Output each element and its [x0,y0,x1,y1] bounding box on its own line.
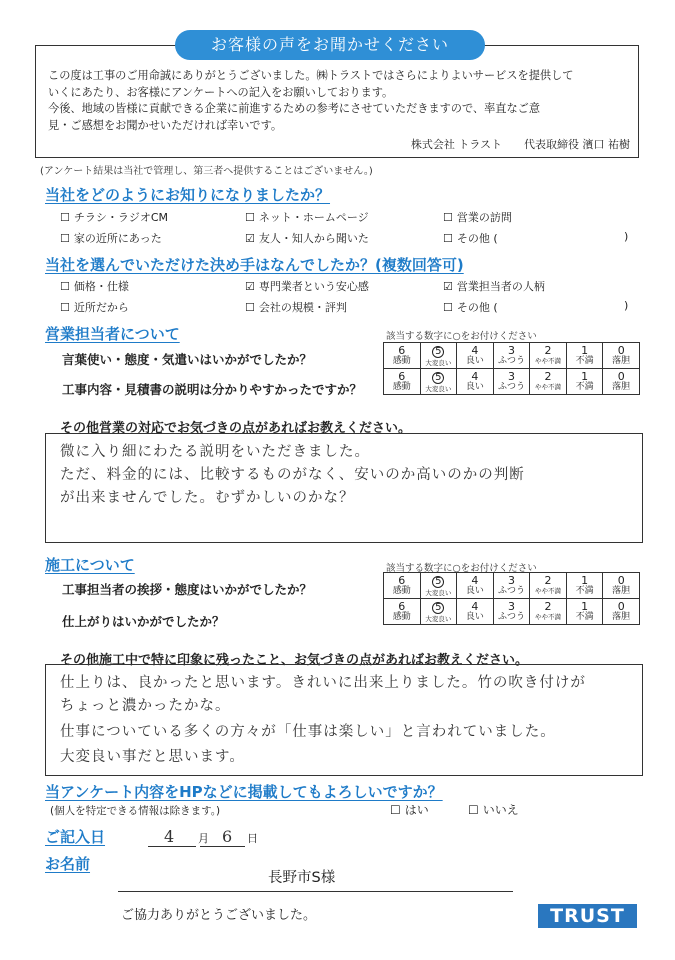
q1-option[interactable]: ☐ その他 ( [443,232,498,245]
rating-cell[interactable]: 1 不満 [566,599,603,625]
q2-option[interactable]: ☐ 近所だから [60,301,129,314]
checkbox-icon[interactable]: ☐ [245,301,255,314]
name-label: お名前 [45,855,91,873]
handwritten-line: 仕上りは、良かったと思います。きれいに出来上りました。竹の吹き付けが [60,675,586,691]
intro-line: 見・ご感想をお聞かせいただければ幸いです。 [48,118,283,132]
trust-logo: TRUST [538,904,637,928]
sales-section-title: 営業担当者について [45,325,180,343]
handwritten-line: ただ、料金的には、比較するものがなく、安いのか高いのかの判断 [60,467,525,483]
rating-row [384,343,640,369]
page-title: お客様の声をお聞かせください [175,30,485,60]
rating-cell[interactable]: 1 不満 [566,369,603,395]
rating-cell[interactable]: 3 ふつう [493,369,530,395]
rating-cell[interactable]: 5 大変良い [420,573,457,599]
rating-cell[interactable]: 4 良い [457,369,494,395]
rating-cell[interactable]: 3 ふつう [493,599,530,625]
date-day-value[interactable]: 6 [222,827,234,846]
construction-question: 工事担当者の挨拶・態度はいかがでしたか？ [62,582,313,597]
checkbox-icon[interactable]: ☐ [245,211,255,224]
publish-note: (個人を特定できる情報は除きます。) [50,805,221,817]
handwritten-line: が出来ませんでした。むずかしいのかな？ [60,490,355,506]
handwritten-line: 大変良い事だと思います。 [60,749,245,765]
rating-cell[interactable]: 6 感動 [384,343,421,369]
privacy-note: (アンケート結果は当社で管理し、第三者へ提供することはございません。) [40,166,373,177]
scale-hint: 該当する数字に○をお付けください [386,331,537,342]
rating-cell[interactable]: 2 やや不満 [530,369,567,395]
date-month-value[interactable]: 4 [164,827,176,846]
rating-cell[interactable]: 6 感動 [384,369,421,395]
rating-cell[interactable]: 0 落胆 [603,343,640,369]
rating-cell[interactable]: 3 ふつう [493,343,530,369]
q1-option[interactable]: ☐ チラシ・ラジオCM [60,211,169,224]
rating-cell[interactable]: 3 ふつう [493,573,530,599]
rating-selected-circle: 5 [432,372,444,384]
construction-comment-box[interactable] [45,664,643,776]
rating-cell[interactable]: 2 やや不満 [530,599,567,625]
rating-row [384,599,640,625]
sales-question: 工事内容・見積書の説明は分かりやすかったですか？ [62,382,363,397]
rating-selected-circle: 5 [432,346,444,358]
checkbox-icon[interactable]: ☐ [60,280,70,293]
rating-cell[interactable]: 5 大変良い [420,369,457,395]
checkbox-icon[interactable]: ☐ [443,232,453,245]
rating-table-construction [383,572,640,625]
rating-cell[interactable]: 4 良い [457,599,494,625]
intro-text [48,68,628,134]
publish-yes-option[interactable]: ☐ はい [390,803,429,817]
name-value[interactable]: 長野市S様 [268,870,336,886]
checkbox-icon[interactable]: ☐ [60,211,70,224]
handwritten-line: 仕事についている多くの方々が「仕事は楽しい」と言われていました。 [60,724,556,740]
sales-comment-box[interactable] [45,433,643,543]
rating-cell[interactable]: 1 不満 [566,573,603,599]
q1-option[interactable]: ☑ 友人・知人から聞いた [245,232,369,245]
q1-option[interactable]: ☐ 家の近所にあった [60,232,162,245]
rating-cell[interactable]: 0 落胆 [603,573,640,599]
rating-cell[interactable]: 2 やや不満 [530,343,567,369]
intro-line: この度は工事のご用命誠にありがとうございました。㈱トラストではさらによりよいサービスを提供して [48,69,574,82]
scale-hint: 該当する数字に○をお付けください [386,563,537,574]
date-label: ご記入日 [45,828,106,846]
q2-option[interactable]: ☐ 価格・仕様 [60,280,129,293]
company-signature: 株式会社 トラスト 代表取締役 濱口 祐樹 [410,138,630,151]
rating-cell[interactable]: 5 大変良い [420,343,457,369]
q2-option[interactable]: ☐ 会社の規模・評判 [245,301,347,314]
rating-cell[interactable]: 1 不満 [566,343,603,369]
checkbox-icon[interactable]: ☐ [60,301,70,314]
checked-checkbox-icon[interactable]: ☑ [443,280,453,293]
q2-option[interactable]: ☑ 専門業者という安心感 [245,280,369,293]
rating-cell[interactable]: 0 落胆 [603,369,640,395]
rating-cell[interactable]: 6 感動 [384,599,421,625]
rating-row [384,369,640,395]
sales-question: 言葉使い・態度・気遣いはいかがでしたか？ [62,352,313,367]
q1-option[interactable]: ☐ ネット・ホームページ [245,211,369,224]
q2-title: 当社を選んでいただけた決め手はなんでしたか？(複数回答可) [45,256,464,274]
construction-question: 仕上がりはいかがでしたか？ [62,614,225,629]
publish-no-option[interactable]: ☐ いいえ [468,803,519,817]
handwritten-line: 微に入り細にわたる説明をいただきました。 [60,444,370,460]
rating-selected-circle: 5 [432,576,444,588]
day-unit: 日 [247,832,258,845]
rating-row [384,573,640,599]
name-underline [118,891,513,892]
checkbox-icon[interactable]: ☐ [443,301,453,314]
checked-checkbox-icon[interactable]: ☑ [245,280,255,293]
thanks-text: ご協力ありがとうございました。 [121,908,317,923]
rating-table-sales [383,342,640,395]
q2-option[interactable]: ☑ 営業担当者の人柄 [443,280,545,293]
rating-cell[interactable]: 0 落胆 [603,599,640,625]
checkbox-icon[interactable]: ☐ [468,803,479,817]
checkbox-icon[interactable]: ☐ [443,211,453,224]
rating-selected-circle: 5 [432,602,444,614]
q1-title: 当社をどのようにお知りになりましたか？ [45,186,331,204]
close-paren: ) [624,299,629,312]
intro-line: いくにあたり、お客様にアンケートへの記入をお願いしております。 [48,85,394,99]
rating-cell[interactable]: 5 大変良い [420,599,457,625]
q2-option[interactable]: ☐ その他 ( [443,301,498,314]
checkbox-icon[interactable]: ☐ [390,803,401,817]
rating-cell[interactable]: 4 良い [457,343,494,369]
rating-cell[interactable]: 4 良い [457,573,494,599]
q1-option[interactable]: ☐ 営業の訪問 [443,211,512,224]
month-unit: 月 [198,832,209,845]
construction-section-title: 施工について [45,556,135,574]
publish-question: 当アンケート内容をHPなどに掲載してもよろしいですか？ [45,783,443,801]
handwritten-line: ちょっと濃かったかな。 [60,698,231,714]
rating-cell[interactable]: 6 感動 [384,573,421,599]
close-paren: ) [624,230,629,243]
checkbox-icon[interactable]: ☐ [60,232,70,245]
checked-checkbox-icon[interactable]: ☑ [245,232,255,245]
intro-line: 今後、地域の皆様に貢献できる企業に前進するための参考にさせていただきますので、率直なご意 [48,102,541,115]
day-underline [200,846,245,847]
sales-comment-prompt: その他営業の対応でお気づきの点があればお教えください。 [60,421,412,436]
rating-cell[interactable]: 2 やや不満 [530,573,567,599]
construction-comment-prompt: その他施工中で特に印象に残ったこと、お気づきの点があればお教えください。 [60,653,529,668]
month-underline [148,846,196,847]
